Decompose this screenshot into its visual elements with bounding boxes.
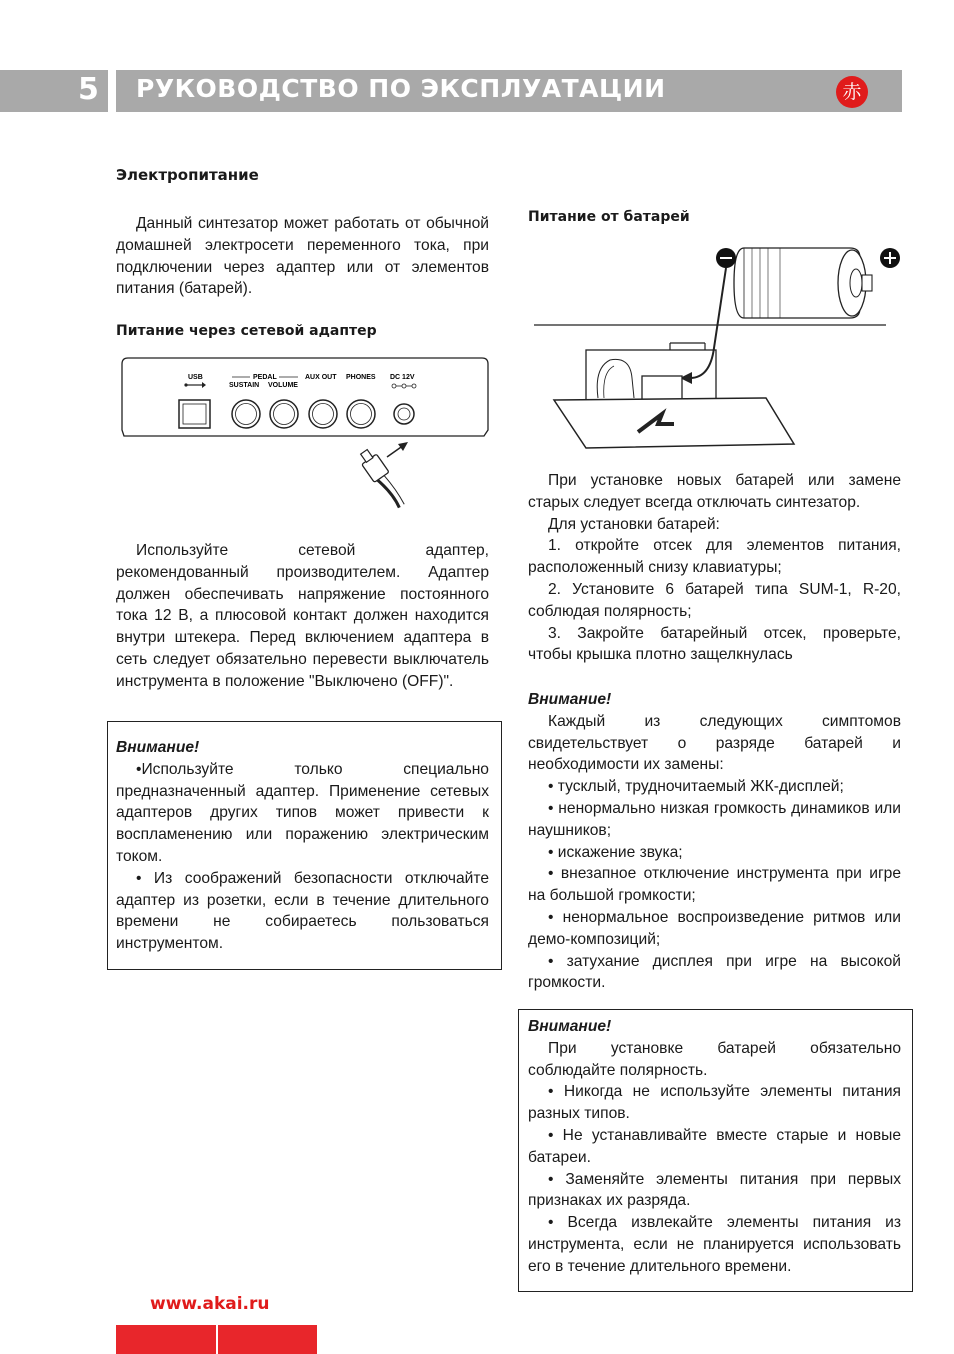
aux-out-jack — [309, 400, 337, 428]
polarity-warning-title: Внимание! — [528, 1018, 612, 1035]
page-number: 5 — [78, 72, 99, 107]
adapter-warning-p1: •Используйте только специально предназначенный адаптер. Применение сетевых адаптеров других типов может привести к воспламенению или поражению электрическим током. — [116, 760, 489, 865]
dc-polarity-icon — [392, 384, 416, 388]
battery-heading: Питание от батарей — [528, 209, 690, 225]
adapter-warning-p2: • Из соображений безопасности отключайте адаптер из розетки, если в течение длительного времени не собираетесь пользоваться инструментом. — [116, 869, 489, 953]
battery-paragraph-2: 1. откройте отсек для элементов питания, расположенный снизу клавиатуры; — [528, 537, 901, 577]
page-header — [0, 70, 902, 112]
adapter-warning — [116, 737, 489, 955]
polarity-warning-item: • Никогда не используйте элементы питания разных типов. — [528, 1083, 901, 1123]
aux-out-label: AUX OUT — [305, 374, 337, 381]
adapter-text: Используйте сетевой адаптер, рекомендованный производителем. Адаптер должен обеспечивать напряжение постоянного тока 12 В, а плюсовой контакт должен находится внутри штекера. Перед включением адаптера в сеть следует обязательно перевести выключатель инструмента в положение "Выключено (OFF)". — [116, 542, 489, 690]
usb-icon — [184, 382, 206, 388]
sustain-label: SUSTAIN — [229, 382, 260, 389]
symptom-item: • тусклый, трудночитаемый ЖК-дисплей; — [548, 778, 844, 796]
intro-text: Данный синтезатор может работать от обычной домашней электросети переменного тока, при подключении через адаптер или от элементов питания (батарей). — [116, 215, 489, 298]
symptom-item: • внезапное отключение инструмента при игре на большой громкости; — [528, 865, 901, 905]
section-title: Электропитание — [116, 166, 259, 184]
battery-warning-intro: Каждый из следующих симптомов свидетельствует о разряде батарей и необходимости их замены: — [528, 712, 901, 774]
adapter-paragraph — [116, 540, 489, 693]
volume-label: VOLUME — [268, 382, 298, 389]
footer-bar-left — [116, 1325, 216, 1354]
battery-icon — [734, 248, 872, 318]
dc-jack — [394, 404, 414, 424]
battery-paragraph-3: 2. Установите 6 батарей типа SUM-1, R-20, соблюдая полярность; — [528, 580, 901, 620]
battery-instructions — [528, 470, 901, 666]
battery-paragraph-1: Для установки батарей: — [548, 515, 720, 533]
polarity-warning-item: • Заменяйте элементы питания при первых признаках их разряда. — [528, 1170, 901, 1210]
polarity-warning — [528, 1016, 901, 1278]
symptom-item: • искажение звука; — [548, 843, 683, 861]
polarity-warning-item: • Не устанавливайте вместе старые и новые батареи. — [528, 1126, 901, 1166]
phones-jack — [347, 400, 375, 428]
adapter-warning-title: Внимание! — [116, 739, 200, 756]
adapter-plug-icon — [357, 447, 410, 511]
volume-jack — [270, 400, 298, 428]
polarity-warning-item: При установке батарей обязательно соблюдайте полярность. — [528, 1039, 901, 1079]
footer-url[interactable]: www.akai.ru — [150, 1294, 270, 1314]
sustain-jack — [232, 400, 260, 428]
rear-panel-diagram — [112, 350, 496, 520]
battery-compartment-diagram — [530, 238, 910, 450]
battery-paragraph-4: 3. Закройте батарейный отсек, проверьте, чтобы крышка плотно защелкнулась — [528, 624, 901, 664]
battery-paragraph-0: При установке новых батарей или замене старых следует всегда отключать синтезатор. — [528, 472, 901, 511]
usb-label: USB — [188, 374, 203, 381]
dc-label: DC 12V — [390, 374, 415, 381]
header-separator — [108, 70, 116, 112]
symptom-item: • затухание дисплея при игре на высокой громкости. — [528, 952, 901, 992]
page-title: РУКОВОДСТВО ПО ЭКСПЛУАТАЦИИ — [136, 74, 666, 103]
intro-paragraph — [116, 213, 489, 300]
symptom-item: • ненормальное воспроизведение ритмов или демо-композиций; — [528, 908, 901, 948]
adapter-heading: Питание через сетевой адаптер — [116, 323, 377, 339]
battery-warning-title: Внимание! — [528, 691, 612, 708]
symptom-item: • ненормально низкая громкость динамиков или наушников; — [528, 799, 901, 839]
plus-terminal-icon — [880, 248, 900, 268]
battery-warning — [528, 689, 901, 994]
polarity-warning-item: • Всегда извлекайте элементы питания из инструмента, если не планируется использовать его в течение длительного времени. — [528, 1214, 901, 1275]
phones-label: PHONES — [346, 374, 376, 381]
minus-terminal-icon — [716, 248, 736, 268]
brand-logo-icon: 赤 — [836, 76, 868, 108]
pedal-label: PEDAL — [253, 374, 277, 381]
footer-bar-right — [218, 1325, 317, 1354]
